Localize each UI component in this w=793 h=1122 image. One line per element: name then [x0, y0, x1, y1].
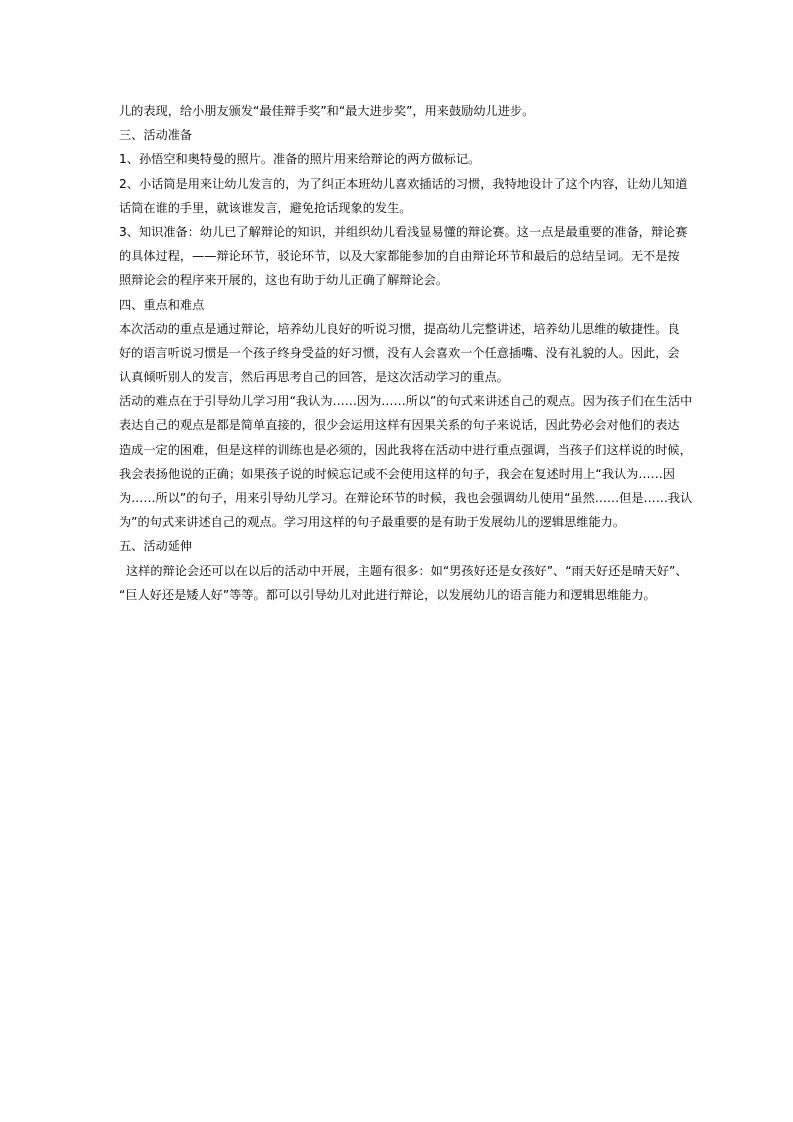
paragraph-line: 1、孙悟空和奥特曼的照片。准备的照片用来给辩论的两方做标记。: [119, 152, 481, 167]
section-heading: 四、重点和难点: [119, 297, 205, 312]
paragraph-line: 儿的表现，给小朋友颁发“最佳辩手奖”和“最大进步奖”，用来鼓励幼儿进步。: [119, 104, 535, 118]
paragraph-line: 我会表扬他说的正确；如果孩子说的时候忘记或不会使用这样的句子，我会在复述时用上“我认为……因: [119, 466, 675, 481]
paragraph-line: 2、小话筒是用来让幼儿发言的，为了纠正本班幼儿喜欢插话的习惯，我特地设计了这个内容，让幼儿知道: [119, 176, 688, 191]
section-heading: 三、活动准备: [119, 128, 193, 143]
paragraph-line: 造成一定的困难，但是这样的训练也是必须的，因此我将在活动中进行重点强调，当孩子们这样说的时候，: [119, 442, 692, 457]
paragraph-line: 为……所以”的句子，用来引导幼儿学习。在辩论环节的时候，我也会强调幼儿使用“虽然……但是……我认: [119, 491, 693, 505]
paragraph-line: 照辩论会的程序来开展的，这也有助于幼儿正确了解辩论会。: [119, 273, 449, 288]
paragraph-line: 活动的难点在于引导幼儿学习用“我认为……因为……所以”的句式来讲述自己的观点。因为孩子们在生活中: [119, 394, 693, 409]
paragraph-line: 本次活动的重点是通过辩论，培养幼儿良好的听说习惯，提高幼儿完整讲述，培养幼儿思维的敏捷性。良: [119, 321, 680, 336]
paragraph-line: 的具体过程，——辩论环节，驳论环节，以及大家都能参加的自由辩论环节和最后的总结呈词。无不是按: [119, 249, 680, 264]
paragraph-line: 认真倾听别人的发言，然后再思考自己的回答，是这次活动学习的重点。: [119, 370, 509, 385]
paragraph-line: 好的语言听说习惯是一个孩子终身受益的好习惯，没有人会喜欢一个任意插嘴、没有礼貌的人。因此，会: [119, 345, 680, 360]
paragraph-line: 为”的句式来讲述自己的观点。学习用这样的句子最重要的是有助于发展幼儿的逻辑思维能力。: [119, 515, 626, 530]
paragraph-line: 3、知识准备：幼儿已了解辩论的知识，并组织幼儿看浅显易懂的辩论赛。这一点是最重要的准备，辩论赛: [119, 224, 688, 239]
paragraph-line: “巨人好还是矮人好”等等。都可以引导幼儿对此进行辩论，以发展幼儿的语言能力和逻辑思维能力。: [119, 587, 656, 602]
paragraph-line: 话筒在谁的手里，就该谁发言，避免抢话现象的发生。: [119, 200, 412, 215]
paragraph-line: 这样的辩论会还可以在以后的活动中开展，主题有很多：如“男孩好还是女孩好”、“雨天好还是晴天好”、: [126, 563, 688, 578]
paragraph-line: 表达自己的观点是都是简单直接的，很少会运用这样有因果关系的句子来说话，因此势必会对他们的表达: [119, 418, 680, 433]
section-heading: 五、活动延伸: [119, 539, 193, 554]
document-body: [119, 99, 693, 607]
